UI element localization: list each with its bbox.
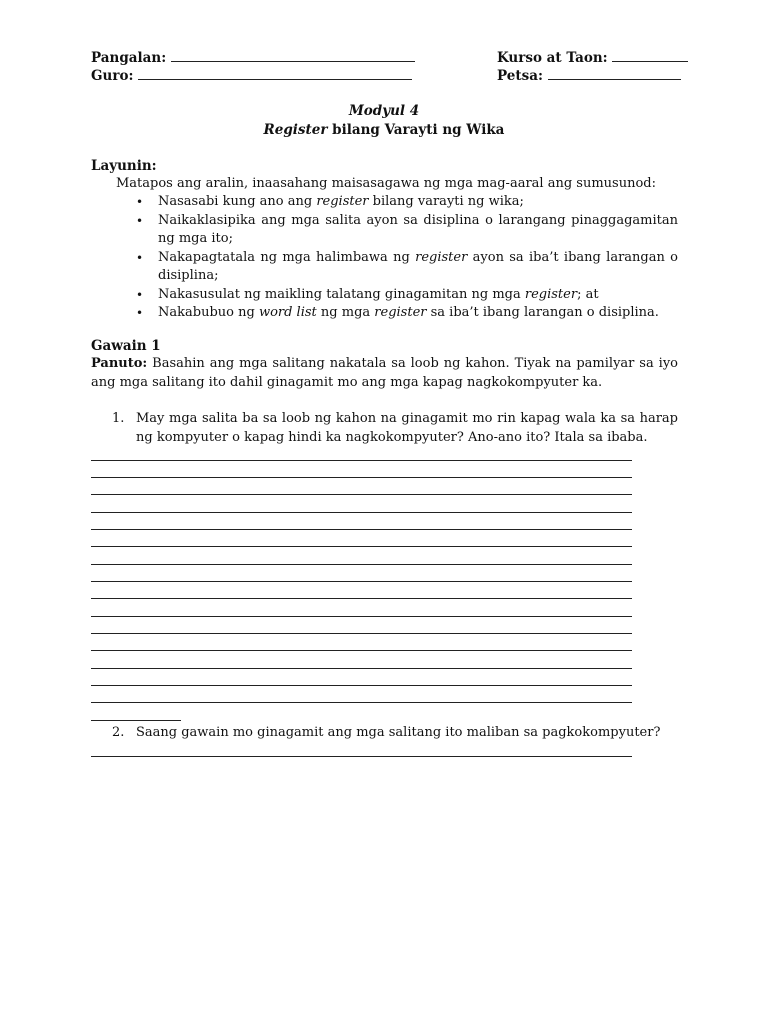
bullet-icon: • xyxy=(136,250,144,265)
list-item: • Nasasabi kung ano ang register bilang varayti ng wika; xyxy=(136,193,678,212)
answer-line[interactable] xyxy=(91,598,632,599)
answer-line[interactable] xyxy=(91,529,632,530)
question-text: Saang gawain mo ginagamit ang mga salitang ito maliban sa pagkokompyuter? xyxy=(136,725,661,740)
list-item: • Nakabubuo ng word list ng mga register sa iba’t ibang larangan o disiplina. xyxy=(136,304,678,323)
answer-line[interactable] xyxy=(91,564,632,565)
answer-line[interactable] xyxy=(91,460,632,461)
question-2 xyxy=(112,724,678,743)
question-number: 1. xyxy=(112,411,125,426)
bullet-icon: • xyxy=(136,306,144,320)
list-item: • Naikaklasipika ang mga salita ayon sa disiplina o larangang pinaggagamitan ng mga ito; xyxy=(136,212,678,246)
question-number: 2. xyxy=(112,725,125,740)
module-title xyxy=(0,102,768,121)
list-item: • Nakasusulat ng maikling talatang ginagamitan ng mga register; at xyxy=(136,286,678,305)
answer-line[interactable] xyxy=(91,546,632,547)
teacher-blank[interactable] xyxy=(138,65,412,80)
instruction-text: Basahin ang mga salitang nakatala sa loob ng kahon. Tiyak na pamilyar sa iyo ang mga salitang ito dahil ginagamit mo ang mga kapag nagkokompyuter ka. xyxy=(91,356,678,390)
date-blank[interactable] xyxy=(548,65,681,80)
answer-line[interactable] xyxy=(91,756,632,757)
subtitle-italic: Register xyxy=(263,122,328,138)
answer-line[interactable] xyxy=(91,616,632,617)
answer-line[interactable] xyxy=(91,720,181,721)
answer-line[interactable] xyxy=(91,512,632,513)
objectives-heading: Layunin: xyxy=(91,158,157,174)
name-label: Pangalan: xyxy=(91,50,167,66)
question-text: May mga salita ba sa loob ng kahon na ginagamit mo rin kapag wala ka sa harap ng kompyuter o kapag hindi ka nagkokompyuter? Ano-ano ito? Itala sa ibaba. xyxy=(136,411,678,445)
bullet-icon: • xyxy=(136,287,144,302)
list-item: • Nakapagtatala ng mga halimbawa ng register ayon sa iba’t ibang larangan o disiplina; xyxy=(136,249,678,283)
answer-line[interactable] xyxy=(91,650,632,651)
answer-line[interactable] xyxy=(91,668,632,669)
question-1 xyxy=(112,410,678,447)
course-blank[interactable] xyxy=(612,47,688,62)
answer-line[interactable] xyxy=(91,633,632,634)
activity-heading: Gawain 1 xyxy=(91,338,161,354)
objectives-list xyxy=(136,193,678,323)
answer-line[interactable] xyxy=(91,581,632,582)
course-label: Kurso at Taon: xyxy=(497,50,608,66)
subtitle-rest: bilang Varayti ng Wika xyxy=(327,122,505,138)
instruction-label: Panuto: xyxy=(91,356,148,371)
module-number: Modyul 4 xyxy=(348,103,420,119)
date-label: Petsa: xyxy=(497,68,543,84)
answer-line[interactable] xyxy=(91,702,632,703)
answer-line[interactable] xyxy=(91,685,632,686)
answer-line[interactable] xyxy=(91,494,632,495)
module-subtitle xyxy=(0,121,768,140)
bullet-icon: • xyxy=(136,195,144,209)
activity-instruction xyxy=(91,355,678,392)
name-blank[interactable] xyxy=(171,47,415,62)
answer-line[interactable] xyxy=(91,477,632,478)
date-field xyxy=(497,65,681,86)
objectives-intro: Matapos ang aralin, inaasahang maisasagawa ng mga mag-aaral ang sumusunod: xyxy=(116,176,656,191)
teacher-field xyxy=(91,65,412,86)
bullet-icon: • xyxy=(136,213,144,228)
teacher-label: Guro: xyxy=(91,68,134,84)
